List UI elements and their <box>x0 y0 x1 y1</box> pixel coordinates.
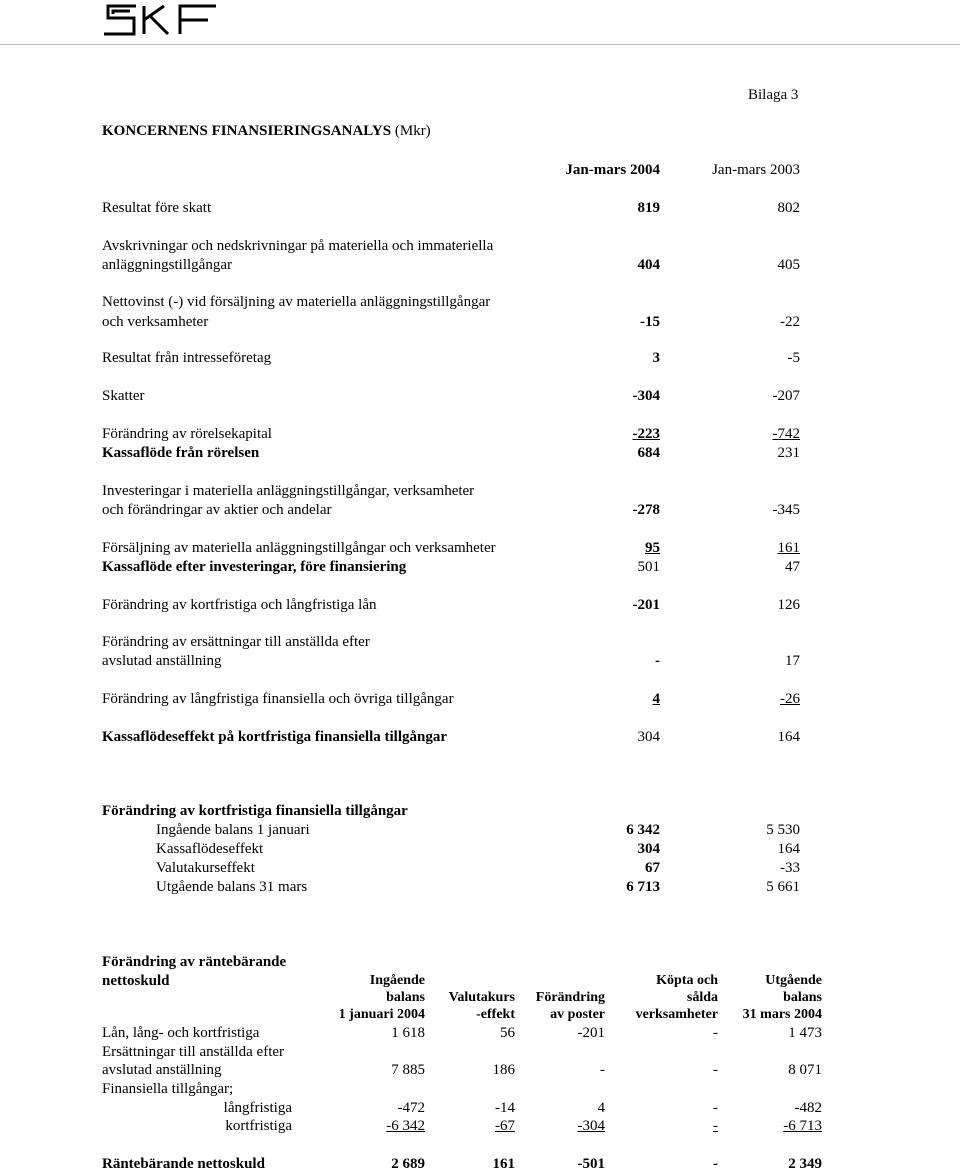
row-previous: -207 <box>772 388 800 404</box>
col-previous-header: Jan-mars 2003 <box>712 162 800 178</box>
row-current: 6 713 <box>626 879 660 895</box>
debt-cell: -201 <box>577 1025 605 1041</box>
debt-cell: - <box>600 1062 605 1078</box>
skf-logo <box>100 2 240 43</box>
row-previous: 5 530 <box>766 822 800 838</box>
col-header: 31 mars 2004 <box>742 1007 822 1022</box>
row-current: -223 <box>632 426 660 442</box>
debt-total-cell: 2 349 <box>788 1156 822 1172</box>
row-label: Resultat före skatt <box>102 200 212 216</box>
row-label: anläggningstillgångar <box>102 257 232 273</box>
debt-row-label: långfristiga <box>223 1100 292 1116</box>
debt-cell: 4 <box>597 1100 605 1116</box>
header-rule <box>0 44 960 45</box>
row-label: Skatter <box>102 388 145 404</box>
row-label: Resultat från intresseföretag <box>102 350 272 366</box>
row-current: -304 <box>632 388 660 404</box>
row-current: -15 <box>640 314 660 330</box>
row-previous: -26 <box>780 691 800 707</box>
debt-cell: -67 <box>495 1118 515 1134</box>
row-previous: -742 <box>772 426 800 442</box>
row-label: Ingående balans 1 januari <box>156 822 310 838</box>
col-header: sålda <box>686 990 718 1005</box>
row-current: 819 <box>637 200 660 216</box>
row-label: Förändring av rörelsekapital <box>102 426 272 442</box>
col-header: Förändring <box>535 990 605 1005</box>
row-previous: 17 <box>785 653 800 669</box>
row-previous: 802 <box>777 200 800 216</box>
row-label: Förändring av ersättningar till anställda efter <box>102 634 370 650</box>
debt-cell: 1 473 <box>788 1025 822 1041</box>
row-current: 501 <box>637 559 660 575</box>
section-title: Förändring av kortfristiga finansiella tillgångar <box>102 803 408 819</box>
row-label: Utgående balans 31 mars <box>156 879 308 895</box>
row-label: Förändring av långfristiga finansiella och övriga tillgångar <box>102 691 454 707</box>
debt-row-label: kortfristiga <box>225 1118 292 1134</box>
row-current: 684 <box>637 445 660 461</box>
debt-cell: - <box>713 1100 718 1116</box>
row-label: och förändringar av aktier och andelar <box>102 502 332 518</box>
row-previous: -5 <box>787 350 800 366</box>
debt-cell: 56 <box>500 1025 515 1041</box>
row-previous: 405 <box>777 257 800 273</box>
col-header: Ingående <box>369 973 425 988</box>
debt-cell: 186 <box>492 1062 515 1078</box>
row-previous: -33 <box>780 860 800 876</box>
col-current-header: Jan-mars 2004 <box>565 162 660 178</box>
debt-row-label: Ersättningar till anställda efter <box>102 1044 285 1060</box>
row-previous: 164 <box>777 729 800 745</box>
row-label-bold: Kassaflöde efter investeringar, före finansiering <box>102 559 407 575</box>
debt-cell: -6 342 <box>386 1118 425 1134</box>
row-current: 3 <box>652 350 660 366</box>
row-current: 6 342 <box>626 822 660 838</box>
col-header: av poster <box>550 1007 605 1022</box>
debt-cell: -304 <box>577 1118 605 1134</box>
row-label: Förändring av kortfristiga och långfristiga lån <box>102 597 377 613</box>
row-previous: 164 <box>777 841 800 857</box>
row-label-bold: Kassaflödeseffekt på kortfristiga finansiella tillgångar <box>102 729 447 745</box>
row-previous: -22 <box>780 314 800 330</box>
page-title <box>102 122 431 140</box>
title-main: KONCERNENS FINANSIERINGSANALYS <box>102 123 392 139</box>
debt-cell: -482 <box>794 1100 822 1116</box>
debt-total-cell: - <box>713 1156 718 1172</box>
row-current: -278 <box>632 502 660 518</box>
debt-title: nettoskuld <box>102 973 170 989</box>
debt-row-label: Lån, lång- och kortfristiga <box>102 1025 260 1041</box>
row-previous: 161 <box>777 540 800 556</box>
appendix-label: Bilaga 3 <box>748 87 799 103</box>
col-header: 1 januari 2004 <box>338 1007 425 1022</box>
row-current: 304 <box>637 841 660 857</box>
debt-cell: - <box>713 1025 718 1041</box>
debt-cell: -6 713 <box>783 1118 822 1134</box>
row-current: 67 <box>645 860 660 876</box>
col-header: Utgående <box>765 973 822 988</box>
row-previous: -345 <box>772 502 800 518</box>
debt-cell: 1 618 <box>391 1025 425 1041</box>
row-current: 304 <box>637 729 660 745</box>
debt-cell: -472 <box>397 1100 425 1116</box>
row-label: Valutakurseffekt <box>156 860 255 876</box>
debt-cell: - <box>713 1062 718 1078</box>
row-label: Nettovinst (-) vid försäljning av materiella anläggningstillgångar <box>102 294 491 310</box>
col-header: balans <box>783 990 822 1005</box>
row-label: Avskrivningar och nedskrivningar på materiella och immateriella <box>102 238 494 254</box>
row-current: 95 <box>645 540 660 556</box>
row-previous: 126 <box>777 597 800 613</box>
row-label: Investeringar i materiella anläggningstillgångar, verksamheter <box>102 483 475 499</box>
row-current: 404 <box>637 257 660 273</box>
debt-title: Förändring av räntebärande <box>102 954 287 970</box>
row-current: - <box>655 653 660 669</box>
row-label: och verksamheter <box>102 314 209 330</box>
debt-row-label: Finansiella tillgångar; <box>102 1081 234 1097</box>
debt-total-cell: 161 <box>492 1156 515 1172</box>
row-label: Försäljning av materiella anläggningstillgångar och verksamheter <box>102 540 496 556</box>
col-header: Valutakurs <box>448 990 515 1005</box>
debt-row-label: avslutad anställning <box>102 1062 222 1078</box>
col-header: -effekt <box>476 1007 515 1022</box>
debt-cell: 7 885 <box>391 1062 425 1078</box>
debt-cell: -14 <box>495 1100 515 1116</box>
debt-cell: - <box>713 1118 718 1134</box>
row-current: 4 <box>652 691 660 707</box>
col-header: balans <box>386 990 425 1005</box>
row-previous: 5 661 <box>766 879 800 895</box>
debt-total-label: Räntebärande nettoskuld <box>102 1156 265 1172</box>
row-previous: 47 <box>785 559 800 575</box>
debt-total-cell: 2 689 <box>391 1156 425 1172</box>
row-label: avslutad anställning <box>102 653 222 669</box>
col-header: verksamheter <box>635 1007 718 1022</box>
title-unit: (Mkr) <box>394 123 431 139</box>
row-label: Kassaflödeseffekt <box>156 841 264 857</box>
debt-cell: 8 071 <box>788 1062 822 1078</box>
row-previous: 231 <box>777 445 800 461</box>
row-label-bold: Kassaflöde från rörelsen <box>102 445 260 461</box>
col-header: Köpta och <box>656 973 718 988</box>
row-current: -201 <box>632 597 660 613</box>
debt-total-cell: -501 <box>577 1156 605 1172</box>
